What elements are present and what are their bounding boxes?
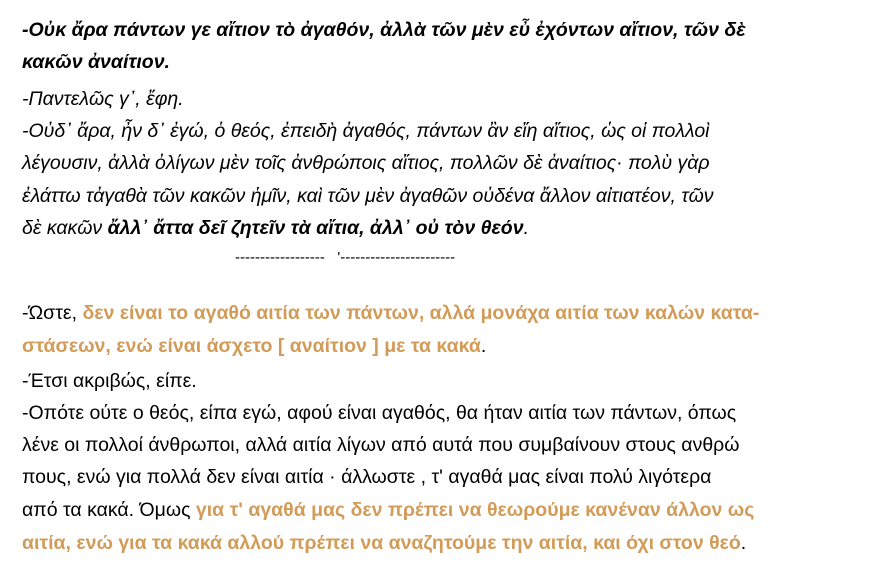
- modern-line-2: [22, 332, 486, 360]
- greek-line-6: ἐλάττω τἀγαθὰ τῶν κακῶν ἡμῖν, καὶ τῶν μὲν ἀγαθῶν οὐδένα ἄλλον αἰτιατέον, τῶν: [22, 185, 714, 207]
- greek-line-3: -Παντελῶς γ᾽, ἔφη.: [22, 88, 184, 110]
- modern-line-8-end: .: [740, 532, 747, 554]
- greek-line-5: λέγουσιν, ἀλλὰ ὀλίγων μὲν τοῖς ἀνθρώποις αἴτιος, πολλῶν δὲ ἀναίτιος· πολὺ γὰρ: [22, 152, 710, 174]
- modern-line-3: -Έτσι ακριβώς, είπε.: [22, 370, 197, 392]
- separator: ------------------ '-----------------------: [235, 249, 456, 266]
- modern-line-2-end: .: [480, 335, 487, 357]
- modern-line-8-highlight: αιτία, ενώ για τα κακά αλλού πρέπει να αναζητούμε την αιτία, και όχι στον θεό: [22, 532, 741, 554]
- modern-line-1-highlight: δεν είναι το αγαθό αιτία των πάντων, αλλά μονάχα αιτία των καλών κατα-: [82, 302, 760, 324]
- greek-line-4: -Οὐδ᾽ ἄρα, ἦν δ᾽ ἐγώ, ὁ θεός, ἐπειδὴ ἀγαθός, πάντων ἂν εἴη αἴτιος, ὡς οἱ πολλοὶ: [22, 120, 710, 142]
- greek-line-7: [22, 214, 529, 242]
- modern-line-5: λένε οι πολλοί άνθρωποι, αλλά αιτία λίγων από αυτά που συμβαίνουν στους ανθρώ: [22, 434, 740, 456]
- greek-line-1: -Οὐκ ἄρα πάντων γε αἴτιον τὸ ἀγαθόν, ἀλλὰ τῶν μὲν εὖ ἐχόντων αἴτιον, τῶν δὲ: [22, 19, 746, 41]
- greek-line-7-bold: ἄλλ᾽ ἄττα δεῖ ζητεῖν τὰ αἴτια, ἀλλ᾽ οὐ τὸν θεόν: [107, 217, 524, 239]
- modern-line-1: [22, 299, 759, 327]
- modern-line-8: [22, 529, 746, 557]
- modern-line-1-prefix: -Ώστε,: [22, 302, 83, 324]
- modern-line-7: [22, 496, 754, 524]
- greek-line-7-start: δὲ κακῶν: [22, 217, 108, 239]
- greek-line-2: κακῶν ἀναίτιον.: [22, 51, 170, 73]
- modern-line-4: -Οπότε ούτε ο θεός, είπα εγώ, αφού είναι αγαθός, θα ήταν αιτία των πάντων, όπως: [22, 402, 737, 424]
- greek-line-7-end: .: [523, 217, 529, 239]
- modern-line-6: πους, ενώ για πολλά δεν είναι αιτία · άλλωστε , τ' αγαθά μας είναι πολύ λιγότερα: [22, 466, 712, 488]
- modern-line-7-prefix: από τα κακά. Όμως: [22, 499, 196, 521]
- modern-line-2-highlight: στάσεων, ενώ είναι άσχετο [ αναίτιον ] με τα κακά: [22, 335, 481, 357]
- modern-line-7-highlight: για τ' αγαθά μας δεν πρέπει να θεωρούμε κανέναν άλλον ως: [195, 499, 755, 521]
